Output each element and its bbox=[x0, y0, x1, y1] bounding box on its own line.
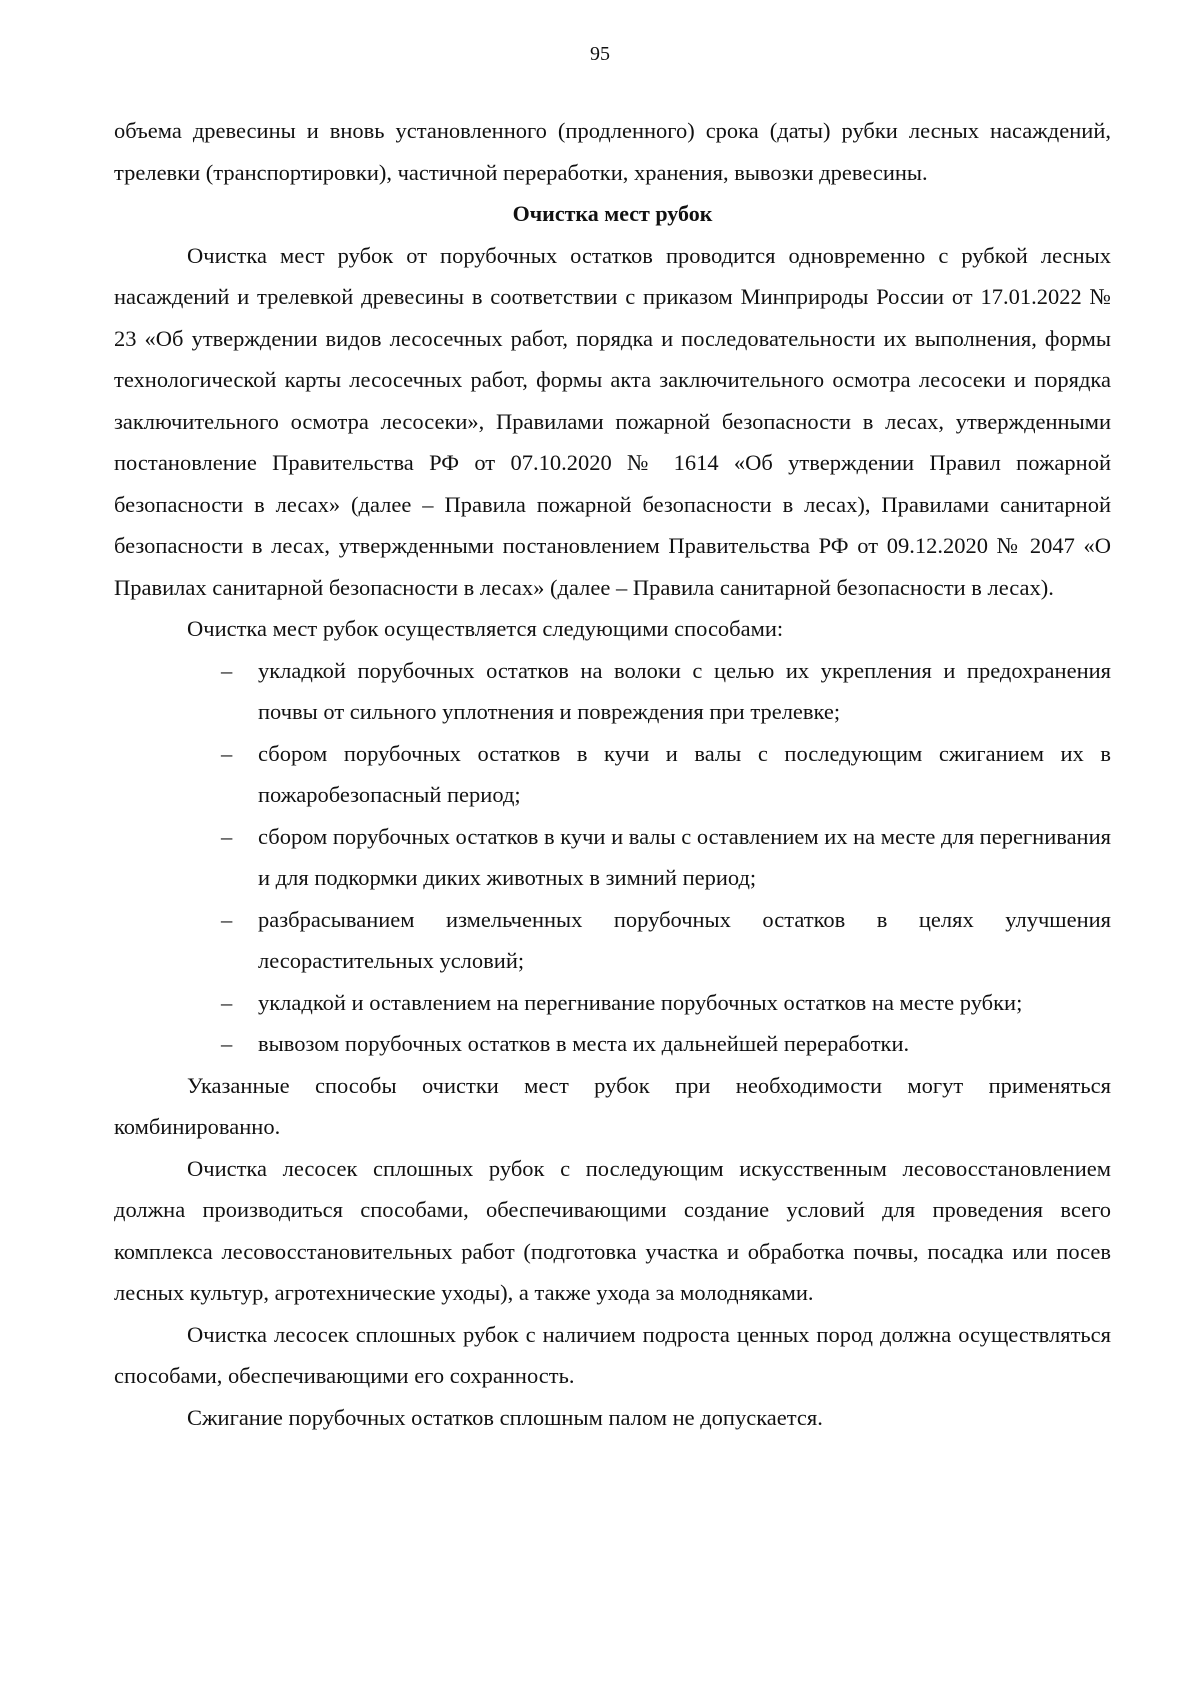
list-item: – укладкой и оставлением на перегнивание порубочных остатков на месте рубки; bbox=[258, 982, 1111, 1024]
list-item: – сбором порубочных остатков в кучи и валы с оставлением их на месте для перегнивания и для подкормки диких животных в зимний период; bbox=[258, 816, 1111, 899]
page-number: 95 bbox=[590, 43, 610, 65]
list-item: – укладкой порубочных остатков на волоки с целью их укрепления и предохранения почвы от сильного уплотнения и повреждения при трелевке; bbox=[258, 650, 1111, 733]
body-paragraph: Указанные способы очистки мест рубок при необходимости могут применяться комбинированно. bbox=[114, 1072, 1111, 1139]
page-body bbox=[114, 110, 1111, 1438]
body-paragraph: Очистка лесосек сплошных рубок с последующим искусственным лесовосстановлением должна производиться способами, обеспечивающими создание условий для проведения всего комплекса лесовосстановительных работ (подготовка участка и обработка почвы, посадка или посев лесных культур, агротехнические уходы), а также ухода за молодняками. bbox=[114, 1155, 1111, 1305]
list-item: – разбрасыванием измельченных порубочных остатков в целях улучшения лесорастительных условий; bbox=[258, 899, 1111, 982]
list-item: – вывозом порубочных остатков в места их дальнейшей переработки. bbox=[258, 1023, 1111, 1065]
methods-intro-paragraph: Очистка мест рубок осуществляется следующими способами: bbox=[187, 616, 784, 641]
body-paragraph: Очистка лесосек сплошных рубок с наличием подроста ценных пород должна осуществляться способами, обеспечивающими его сохранность. bbox=[114, 1321, 1111, 1388]
body-paragraph: Сжигание порубочных остатков сплошным палом не допускается. bbox=[187, 1404, 823, 1430]
cleanup-methods-list bbox=[114, 650, 1111, 1065]
intro-paragraph: объема древесины и вновь установленного (продленного) срока (даты) рубки лесных насаждений, трелевки (транспортировки), частичной переработки, хранения, вывозки древесины. bbox=[114, 118, 1111, 185]
section-heading: Очистка мест рубок bbox=[512, 201, 713, 226]
body-paragraph: Очистка мест рубок от порубочных остатков проводится одновременно с рубкой лесных насаждений и трелевкой древесины в соответствии с приказом Минприроды России от 17.01.2022 № 23 «Об утверждении видов лесосечных работ, порядка и последовательности их выполнения, формы технологической карты лесосечных работ, формы акта заключительного осмотра лесосеки и порядка заключительного осмотра лесосеки», Правилами пожарной безопасности в лесах, утвержденными постановление Правительства РФ от 07.10.2020 № 1614 «Об утверждении Правил пожарной безопасности в лесах» (далее – Правила пожарной безопасности в лесах), Правилами санитарной безопасности в лесах, утвержденными постановлением Правительства РФ от 09.12.2020 № 2047 «О Правилах санитарной безопасности в лесах» (далее – Правила санитарной безопасности в лесах). bbox=[114, 242, 1111, 600]
list-item: – сбором порубочных остатков в кучи и валы с последующим сжиганием их в пожаробезопасный период; bbox=[258, 733, 1111, 816]
